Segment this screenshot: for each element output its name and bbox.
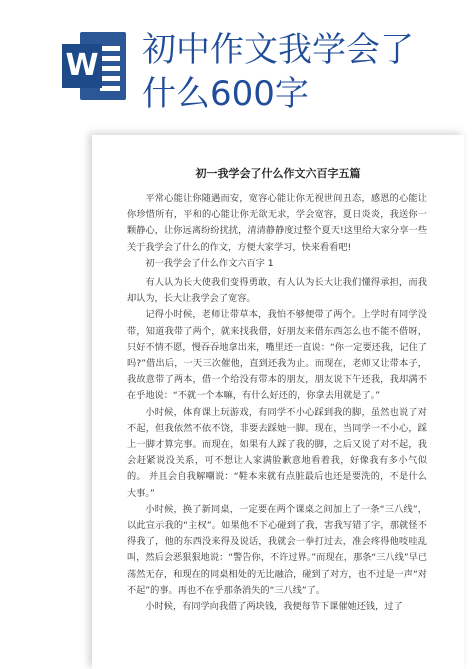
word-app-icon bbox=[62, 26, 126, 106]
document-body bbox=[127, 191, 427, 615]
title-line-2: 什么600字 bbox=[142, 74, 309, 114]
document-heading: 初一我学会了什么作文六百字五篇 bbox=[195, 167, 361, 180]
paragraph: 小时候，有同学向我借了两块钱，我便每节下课催她还钱，过了 bbox=[145, 601, 403, 613]
title-line-1: 初中作文我学会了 bbox=[142, 30, 414, 70]
paragraph: 平常心能让你随遇而安，宽容心能让你无视世间丑态，感恩的心能让你珍惜所有，平和的心能让你无欲无求，学会宽容，夏日炎炎，我送你一颗静心，让你远离纷纷扰扰，清清静静度过整个夏天!这里给大家分享一些关于我学会了什么的作文，方便大家学习，快来看看吧! bbox=[127, 193, 427, 253]
document-preview bbox=[92, 135, 464, 669]
paragraph: 初一我学会了什么作文六百字 1 bbox=[145, 257, 274, 269]
paragraph: 小时候，换了新同桌，一定要在两个课桌之间加上了一条“三八线”，以此宣示我的“主权”。如果他不下心碰到了我，害我写错了字，那就怪不得我了，他的东西没来得及说话，我就会一拳打过去，准会疼得他吱哇乱叫，然后会恶狠狠地说：“警告你，不许过界。”而现在，那条“三八线”早已荡然无存，和现在的同桌相处的无比融洽，碰到了对方，也不过是一声“对不起”的事。再也不在乎那条消失的“三八线”了。 bbox=[127, 503, 427, 596]
page-title bbox=[142, 28, 462, 116]
paragraph: 记得小时候，老师让带草本，我怕不够便带了两个。上学时有同学没带，知道我带了两个，就来找我借，好朋友来借东西怎么也不能不借呀，只好不情不愿，慢吞吞地拿出来，嘴里还一直说：“你一定要还我，记住了吗?”借出后，一天三次催他，直到还我为止。而现在，老师又让带本子，我故意带了两本，借一个给没有带本的朋友，朋友说下午还我，我却满不在乎地说：“不就一个本嘛，有什么好还的，你拿去用就是了。” bbox=[127, 309, 427, 402]
paragraph: 有人认为长大使我们变得勇敢，有人认为长大让我们懂得承担，而我却认为，长大让我学会了宽容。 bbox=[127, 277, 427, 305]
paragraph: 小时候，体育课上玩游戏，有同学不小心踩到我的脚，虽然也说了对不起，但我依然不依不饶，非要去踩她一脚。现在，当同学一不小心，踩上一脚才算完事。而现在，如果有人踩了我的脚，之后又说了对不起，我会赶紧说没关系，可不想让人家满脸歉意地看着我，好像我有多小气似的。 并且会自我解嘲说：“鞋本来就有点脏最后也还是要洗的，不是什么大事。” bbox=[127, 406, 427, 499]
word-icon-badge: W bbox=[62, 44, 102, 88]
